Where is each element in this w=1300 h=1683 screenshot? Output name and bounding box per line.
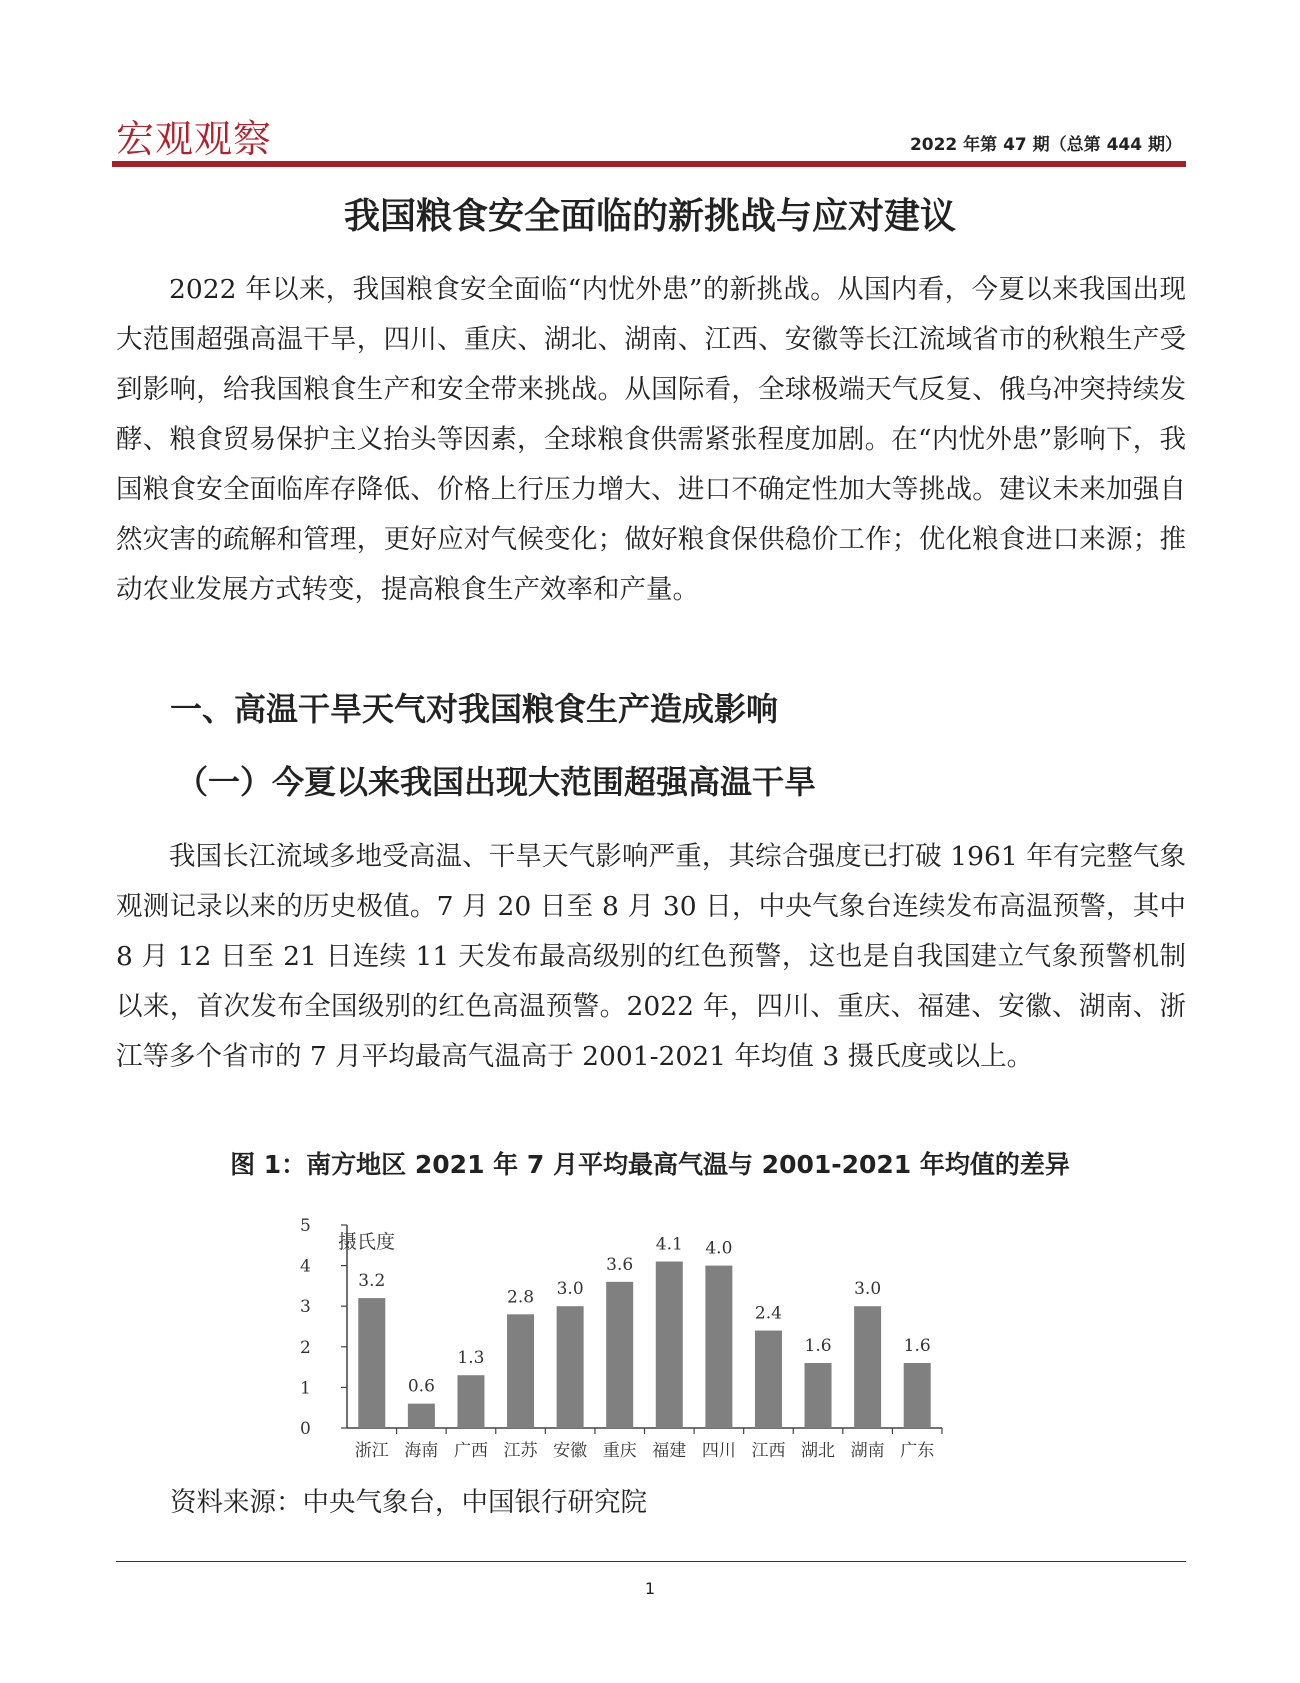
figure-caption: 图 1：南方地区 2021 年 7 月平均最高气温与 2001-2021 年均值的差异 [230, 1150, 1070, 1179]
data-label: 2.8 [507, 1287, 535, 1308]
bar-湖南 [854, 1306, 881, 1428]
x-tick-label: 海南 [404, 1441, 439, 1461]
bar-广西 [457, 1375, 484, 1428]
page-number: 1 [644, 1579, 656, 1598]
bar-福建 [656, 1262, 683, 1428]
x-tick-label: 四川 [701, 1441, 736, 1461]
footer-divider [116, 1561, 1186, 1562]
x-tick-label: 广西 [453, 1441, 488, 1461]
y-tick-label: 0 [300, 1419, 311, 1439]
intro-paragraph: 2022 年以来，我国粮食安全面临“内忧外患”的新挑战。从国内看，今夏以来我国出现大范围超强高温干旱，四川、重庆、湖北、湖南、江西、安徽等长江流域省市的秋粮生产受到影响，给我国粮食生产和安全带来挑战。从国际看，全球极端天气反复、俄乌冲突持续发酵、粮食贸易保护主义抬头等因素，全球粮食供需紧张程度加剧。在“内忧外患”影响下，我国粮食安全面临库存降低、价格上行压力增大、进口不确定性加大等挑战。建议未来加强自然灾害的疏解和管理，更好应对气候变化；做好粮食保供稳价工作；优化粮食进口来源；推动农业发展方式转变，提高粮食生产效率和产量。 [116, 274, 1186, 605]
bar-安徽 [557, 1306, 584, 1428]
y-tick-label: 4 [300, 1256, 311, 1277]
data-label: 3.6 [606, 1254, 634, 1275]
x-tick-label: 湖北 [801, 1441, 836, 1461]
y-tick-label: 1 [300, 1378, 311, 1399]
issue-number: 2022 年第 47 期（总第 444 期） [909, 135, 1182, 155]
x-tick-label: 重庆 [602, 1441, 637, 1461]
x-tick-label: 安徽 [553, 1441, 588, 1461]
figure-source: 资料来源：中央气象台，中国银行研究院 [170, 1487, 647, 1518]
y-tick-label: 3 [300, 1297, 311, 1318]
header-divider [112, 161, 1186, 167]
bar-湖北 [805, 1363, 832, 1428]
data-label: 2.4 [754, 1303, 782, 1324]
bar-四川 [705, 1266, 732, 1428]
section-heading: 一、高温干旱天气对我国粮食生产造成影响 [170, 690, 779, 728]
body-paragraph: 我国长江流域多地受高温、干旱天气影响严重，其综合强度已打破 1961 年有完整气象观测记录以来的历史极值。7 月 20 日至 8 月 30 日，中央气象台连续发布高温预警，其中 8 月 12 日至 21 日连续 11 天发布最高级别的红色预警，这也是自我国建立气象预警机制以来，首次发布全国级别的红色高温预警。2022 年，四川、重庆、福建、安徽、湖南、浙江等多个省市的 7 月平均最高气温高于 2001-2021 年均值 3 摄氏度或以上。 [116, 841, 1186, 1072]
data-label: 3.0 [854, 1279, 882, 1300]
data-label: 3.2 [358, 1271, 386, 1292]
x-tick-label: 广东 [900, 1441, 935, 1461]
bar-chart [300, 1195, 1000, 1485]
data-label: 1.6 [903, 1336, 931, 1357]
x-tick-label: 江西 [751, 1441, 786, 1461]
y-tick-label: 5 [300, 1216, 311, 1236]
x-tick-label: 湖南 [850, 1441, 885, 1461]
bar-广东 [904, 1363, 931, 1428]
data-label: 3.0 [556, 1279, 584, 1300]
x-tick-label: 福建 [652, 1441, 687, 1461]
data-label: 0.6 [407, 1376, 435, 1397]
bar-江西 [755, 1331, 782, 1428]
x-tick-label: 浙江 [354, 1441, 389, 1461]
subsection-heading: （一）今夏以来我国出现大范围超强高温干旱 [176, 763, 817, 801]
data-label: 4.0 [705, 1238, 733, 1259]
page-title: 我国粮食安全面临的新挑战与应对建议 [343, 196, 956, 237]
bar-海南 [408, 1404, 435, 1428]
data-label: 1.6 [804, 1336, 832, 1357]
bar-浙江 [358, 1298, 385, 1428]
x-tick-label: 江苏 [503, 1441, 538, 1461]
bar-重庆 [606, 1282, 633, 1428]
y-tick-label: 2 [300, 1337, 311, 1358]
data-label: 4.1 [655, 1234, 683, 1255]
data-label: 1.3 [457, 1348, 485, 1369]
y-axis-label: 摄氏度 [338, 1231, 396, 1253]
brand-title: 宏观观察 [116, 117, 273, 161]
bar-江苏 [507, 1314, 534, 1428]
